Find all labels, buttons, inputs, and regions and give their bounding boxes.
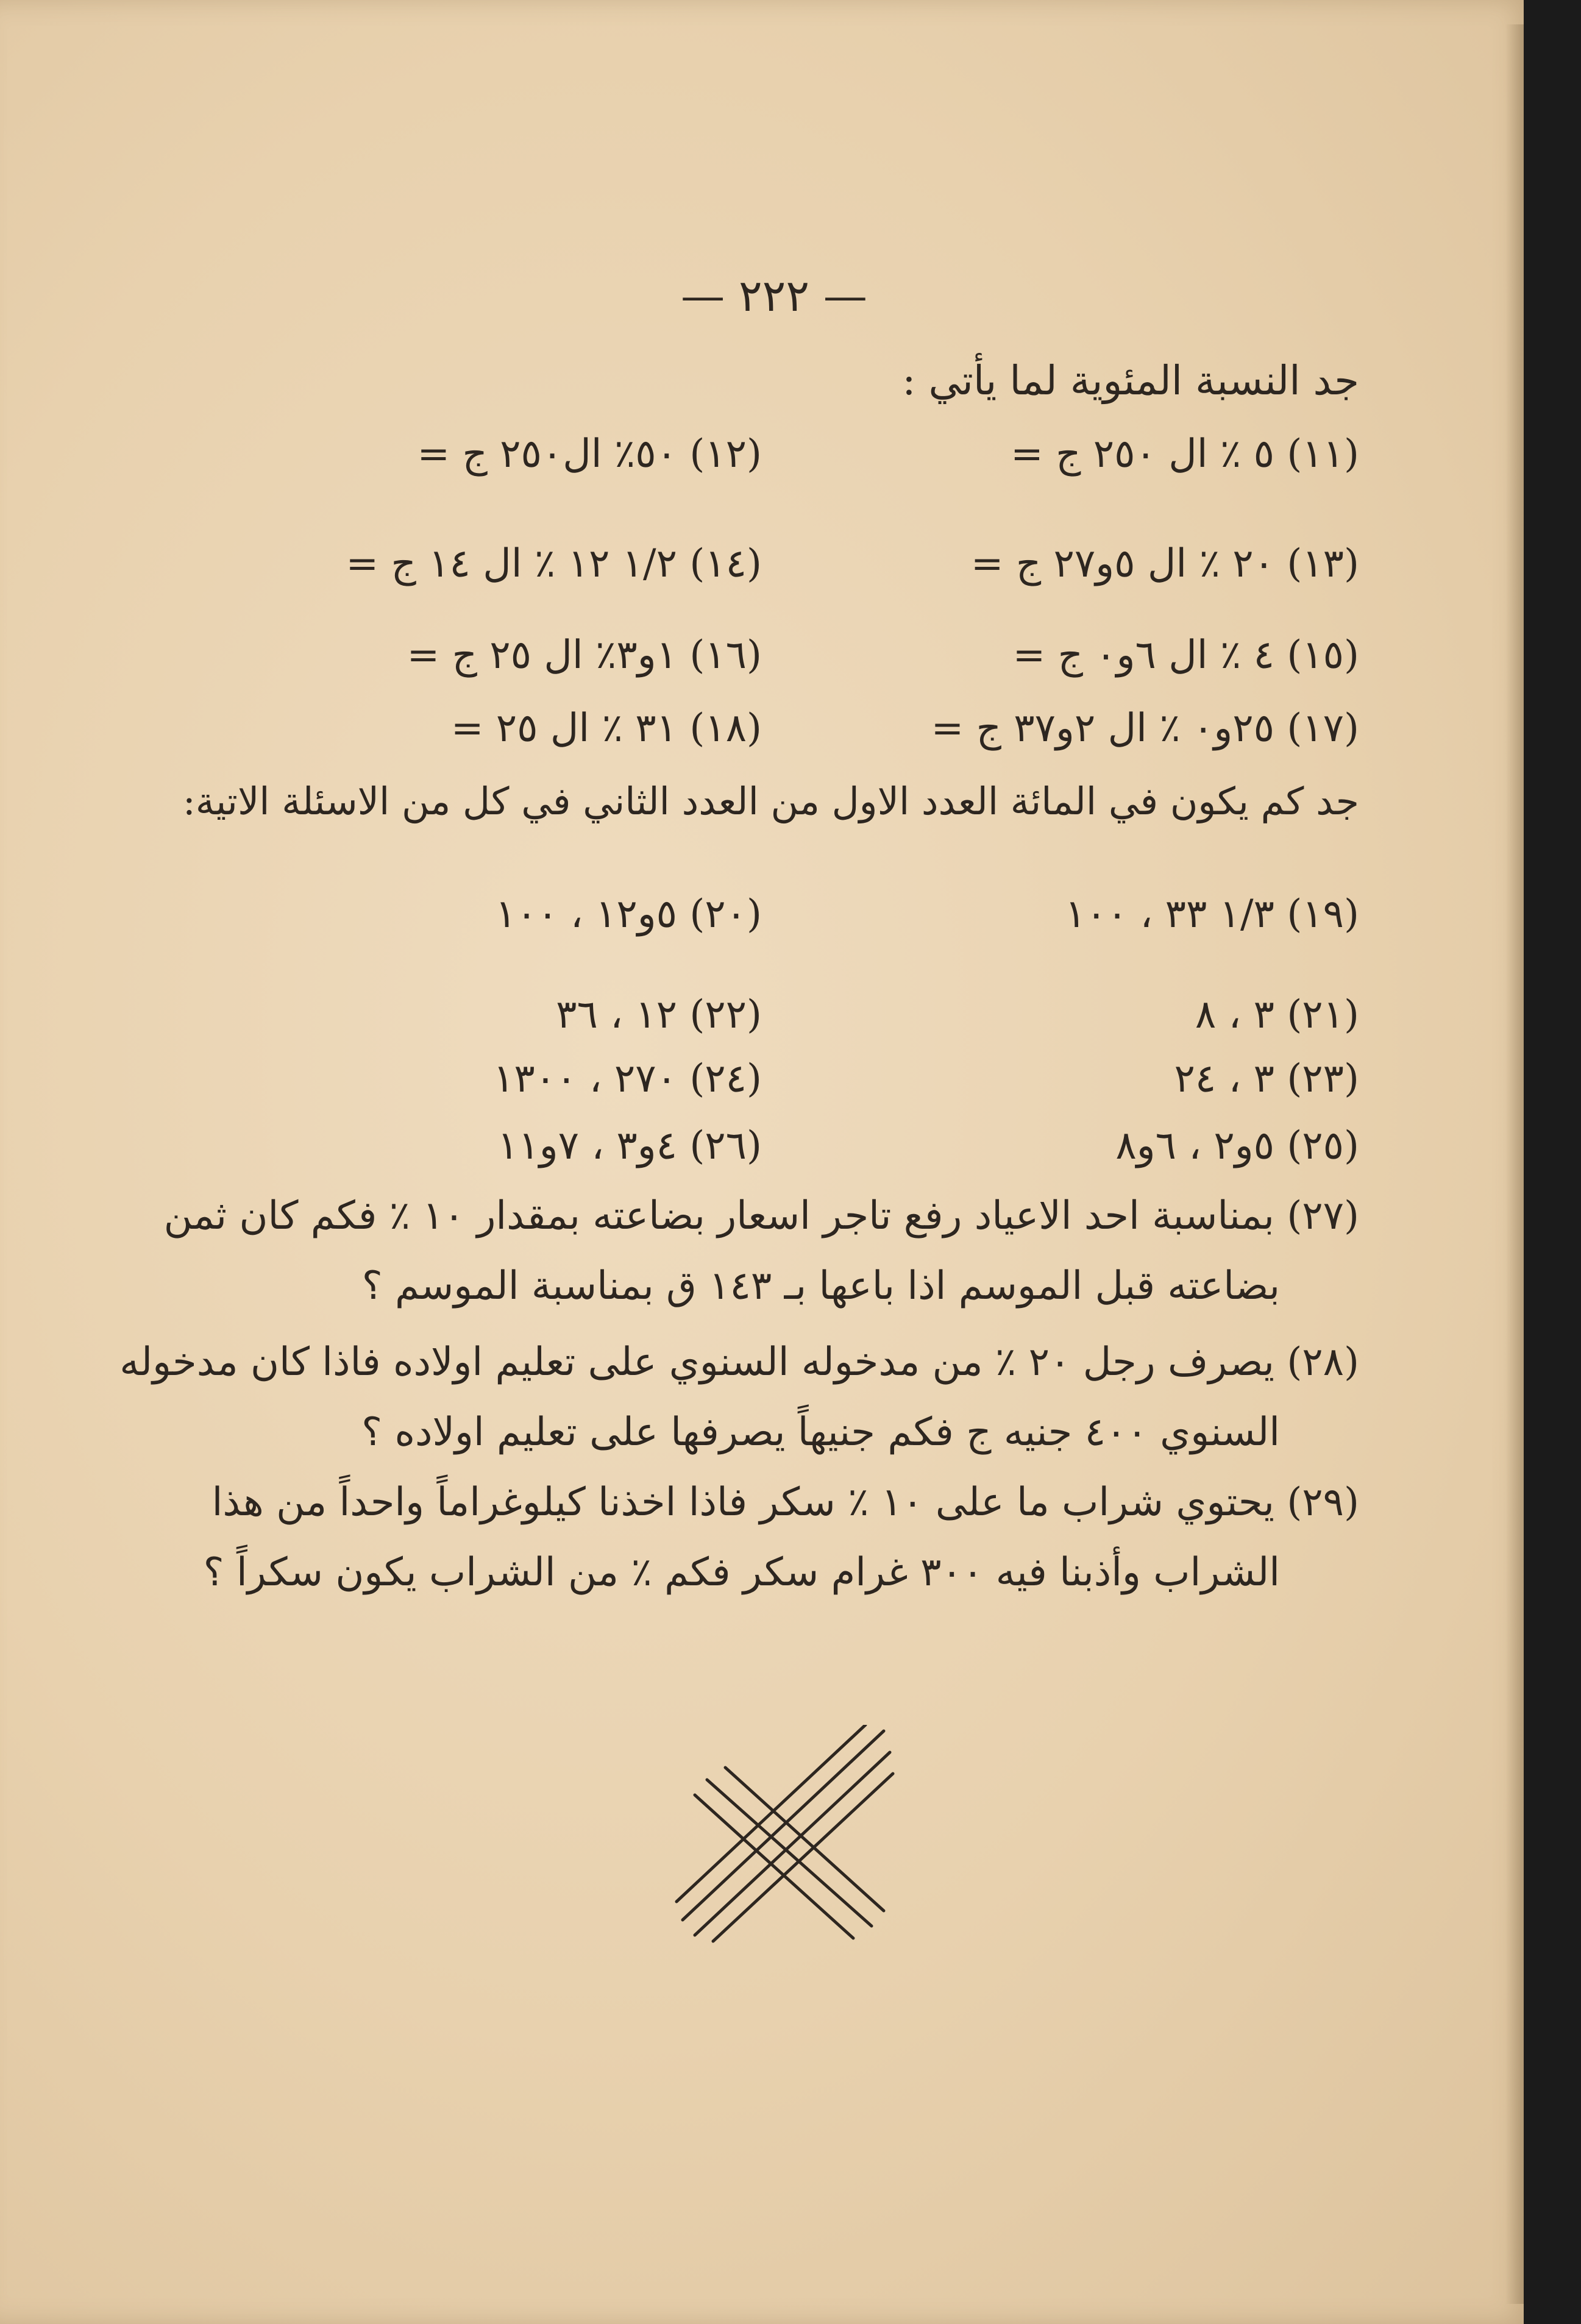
ornament-crosshatch <box>670 1725 896 1950</box>
page-number: — ٢٢٢ — <box>681 270 867 321</box>
exercise-26: (٢٦) ٤و٣ ، ٧و١١ <box>497 1123 762 1168</box>
exercise-21: (٢١) ٣ ، ٨ <box>1195 992 1359 1037</box>
exercise-14: (١٤) ١/٢ ١٢ ٪ ال ١٤ ج = <box>346 541 762 586</box>
exercise-12: (١٢) ٥٠٪ ال٢٥٠ ج = <box>417 432 762 477</box>
exercise-24: (٢٤) ٢٧٠ ، ١٣٠٠ <box>493 1056 762 1101</box>
exercise-25: (٢٥) ٥و٢ ، ٦و٨ <box>1115 1123 1359 1168</box>
problem-29-line-2: الشراب وأذبنا فيه ٣٠٠ غرام سكر فكم ٪ من الشراب يكون سكراً ؟ <box>203 1550 1280 1595</box>
problem-27-line-1: (٢٧) بمناسبة احد الاعياد رفع تاجر اسعار بضاعته بمقدار ١٠ ٪ فكم كان ثمن <box>163 1193 1359 1238</box>
exercise-22: (٢٢) ١٢ ، ٣٦ <box>556 992 762 1037</box>
section-heading-percent-of: جد كم يكون في المائة العدد الاول من العدد الثاني في كل من الاسئلة الاتية: <box>182 779 1359 823</box>
exercise-20: (٢٠) ٥و١٢ ، ١٠٠ <box>495 892 762 937</box>
section-heading-percentages: جد النسبة المئوية لما يأتي : <box>902 357 1359 404</box>
problem-29-line-1: (٢٩) يحتوي شراب ما على ١٠ ٪ سكر فاذا اخذنا كيلوغراماً واحداً من هذا <box>211 1480 1359 1525</box>
exercise-13: (١٣) ٢٠ ٪ ال ٥و٢٧ ج = <box>970 541 1359 586</box>
exercise-15: (١٥) ٤ ٪ ال ٦و٠ ج = <box>1012 633 1359 678</box>
problem-27-line-2: بضاعته قبل الموسم اذا باعها بـ ١٤٣ ق بمناسبة الموسم ؟ <box>361 1263 1280 1309</box>
problem-28-line-2: السنوي ٤٠٠ جنيه ج فكم جنيهاً يصرفها على تعليم اولاده ؟ <box>361 1410 1280 1455</box>
exercise-23: (٢٣) ٣ ، ٢٤ <box>1174 1056 1359 1101</box>
exercise-17: (١٧) ٢٥و٠ ٪ ال ٢و٣٧ ج = <box>931 706 1359 751</box>
exercise-16: (١٦) ١و٣٪ ال ٢٥ ج = <box>407 633 762 678</box>
problem-28-line-1: (٢٨) يصرف رجل ٢٠ ٪ من مدخوله السنوي على تعليم اولاده فاذا كان مدخوله <box>119 1340 1359 1385</box>
exercise-19: (١٩) ١/٣ ٣٣ ، ١٠٠ <box>1065 892 1359 937</box>
book-spine-background <box>1524 0 1581 2324</box>
exercise-18: (١٨) ٣١ ٪ ال ٢٥ = <box>450 706 762 751</box>
exercise-11: (١١) ٥ ٪ ال ٢٥٠ ج = <box>1011 432 1359 477</box>
